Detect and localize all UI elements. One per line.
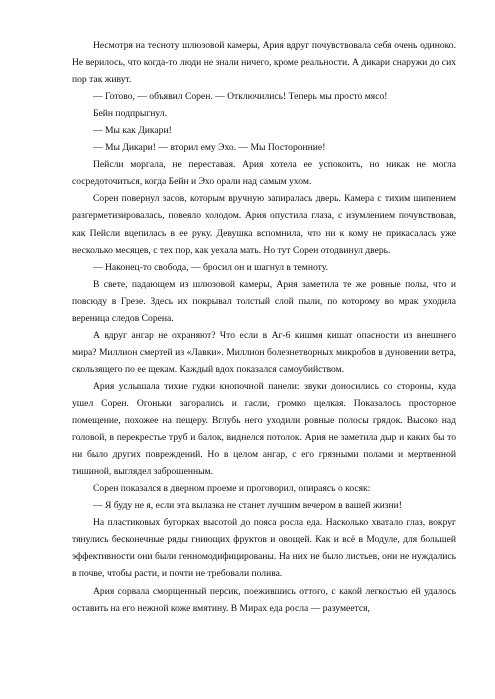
paragraph: В свете, падающем из шлюзовой камеры, Ария заметила те же ровные полы, что и повсюду в Грезе. Здесь их покрывал толстый слой пыли, по которому во мрак уходила вереница следов Сорена. — [72, 278, 456, 324]
paragraph: А вдруг ангар не охраняют? Что если в Аг-6 кишмя кишат опасности из внешнего мира? Миллион смертей из «Лавки». Миллион болезнетворных микробов в дуновении ветра, скользящего по ее щекам. Каждый вдох показался самоубийством. — [72, 329, 456, 375]
paragraph: Несмотря на тесноту шлюзовой камеры, Ария вдруг почувствовала себя очень одиноко. Не верилось, что когда-то люди не знали ничего, кроме реальности. А дикари снаружи до сих пор так живут. — [72, 40, 456, 86]
paragraph: — Мы Дикари! — вторил ему Эхо. — Мы Посторонние! — [93, 142, 326, 154]
paragraph: — Готово, — объявил Сорен. — Отключились! Теперь мы просто мясо! — [93, 91, 388, 103]
document-page — [72, 37, 456, 617]
paragraph: — Наконец-то свобода, — бросил он и шагнул в темноту. — [93, 261, 328, 273]
paragraph: На пластиковых бугорках высотой до пояса росла еда. Насколько хватало глаз, вокруг тянулись бесконечные ряды гниющих фруктов и овощей. Как и всё в Модуле, для большей эффективности они были генномодифицированы. На них не было листьев, они не нуждались в почве, чтобы расти, и почти не требовали полива. — [72, 517, 456, 580]
paragraph: Сорен показался в дверном проеме и проговорил, опираясь о косяк: — [93, 483, 371, 495]
paragraph: — Мы как Дикари! — [93, 125, 172, 137]
paragraph: Бейн подпрыгнул. — [93, 108, 167, 120]
paragraph: Ария услышала тихие гудки кнопочной панели: звуки доносились со стороны, куда ушел Сорен. Огоньки загорались и гасли, громко щелкая. Показалось просторное помещение, похожее на пещеру. Вглубь него уходили ровные полосы грядок. Высоко над головой, в перекрестье труб и балок, виднелся потолок. Ария не заметила дыр и каких бы то ни было других повреждений. Но в целом ангар, с его грязными полами и мертвенной тишиной, выглядел заброшенным. — [72, 380, 456, 478]
paragraph: — Я буду не я, если эта вылазка не станет лучшим вечером в вашей жизни! — [93, 500, 402, 512]
paragraph: Пейсли моргала, не переставая. Ария хотела ее успокоить, но никак не могла сосредоточиться, когда Бейн и Эхо орали над самым ухом. — [72, 159, 456, 188]
paragraph: Ария сорвала сморщенный персик, поежившись оттого, с какой легкостью ей удалось оставить на его нежной коже вмятину. В Мирах еда росла — разумеется, — [72, 585, 456, 614]
paragraph: Сорен повернул засов, которым вручную запиралась дверь. Камера с тихим шипением разгерметизировалась, повеяло холодом. Ария опустила глаза, с изумлением почувствовав, как Пейсли вцепилась в ее руку. Девушка вспомнила, что ни к кому не прикасалась уже несколько месяцев, с тех пор, как уехала мать. Но тут Сорен отодвинул дверь. — [72, 193, 456, 256]
